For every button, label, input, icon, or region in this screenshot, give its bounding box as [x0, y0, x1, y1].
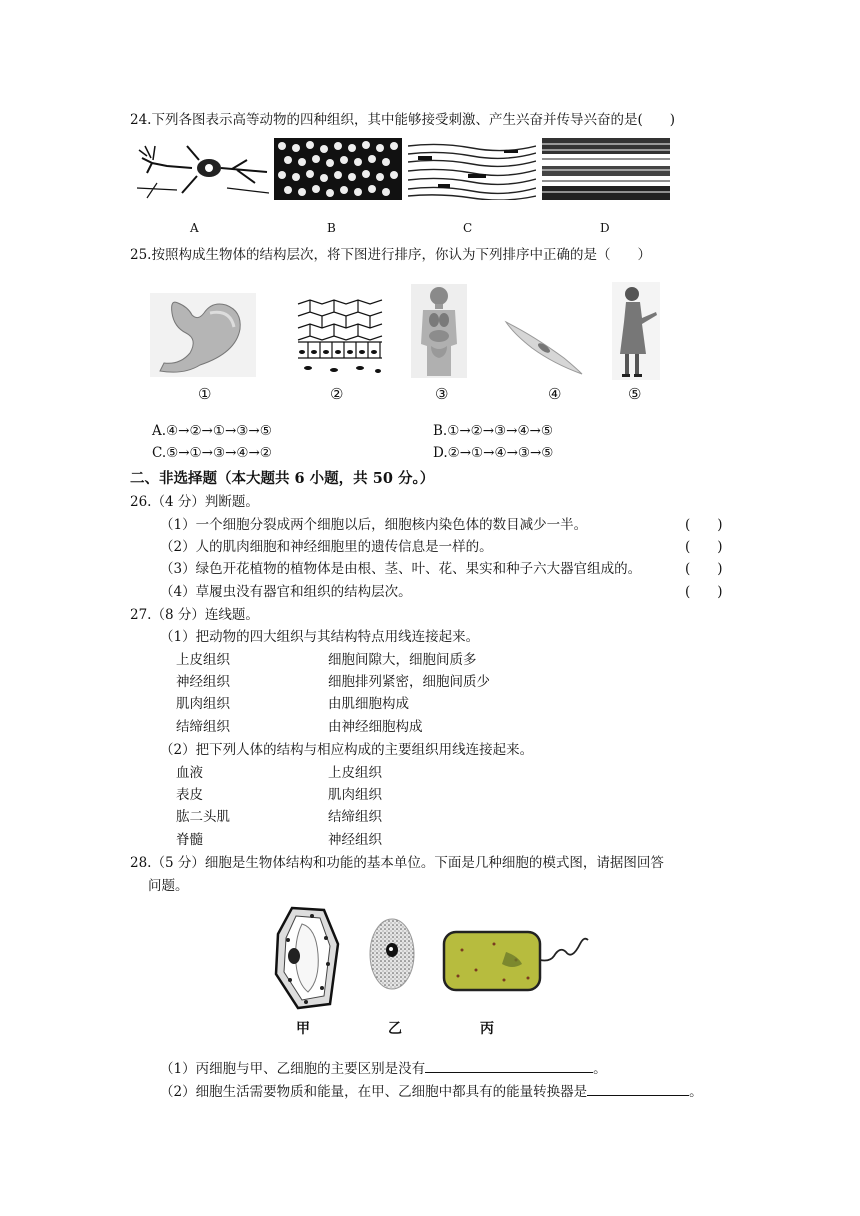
epithelial-tissue-image	[274, 138, 402, 200]
q27-right1-item: 由肌细胞构成	[328, 696, 409, 712]
q27-right2-item: 神经组织	[328, 832, 382, 848]
q28-sub-1-text: （1）丙细胞与甲、乙细胞的主要区别是没有	[160, 1061, 426, 1077]
q27-part-2: （2）把下列人体的结构与相应构成的主要组织用线连接起来。	[160, 742, 534, 758]
q26-item-4: （4）草履虫没有器官和组织的结构层次。	[160, 584, 412, 600]
cell-label-jia: 甲	[296, 1021, 310, 1037]
muscle-tissue-image	[542, 138, 670, 200]
q26-paren-2: ( )	[685, 539, 723, 555]
q24-label-d: D	[600, 221, 610, 235]
section-2-title: 二、非选择题（本大题共 6 小题，共 50 分。）	[130, 470, 435, 487]
q28-sub-2-period: 。	[689, 1084, 703, 1100]
q27-left1-item: 肌肉组织	[176, 696, 230, 712]
answer-blank-1[interactable]	[425, 1058, 593, 1073]
q24-label-a: A	[190, 221, 199, 235]
q27-part-1: （1）把动物的四大组织与其结构特点用线连接起来。	[160, 629, 480, 645]
bacterium-image	[442, 930, 592, 994]
tissue-cells-image	[294, 296, 386, 376]
cell-label-bing: 丙	[480, 1021, 494, 1037]
q28-stem: 28.（5 分）细胞是生物体结构和功能的基本单位。下面是几种细胞的模式图，请据图回答	[130, 855, 664, 871]
q27-right2-item: 结缔组织	[328, 809, 382, 825]
q27-right1-item: 细胞排列紧密，细胞间质少	[328, 674, 490, 690]
q26-paren-1: ( )	[685, 517, 723, 533]
q26-stem: 26.（4 分）判断题。	[130, 494, 259, 510]
q27-right1-item: 细胞间隙大，细胞间质多	[328, 652, 477, 668]
q25-fig-number-5: ⑤	[628, 385, 642, 403]
q26-paren-4: ( )	[685, 584, 723, 600]
q24-stem: 24.下列各图表示高等动物的四种组织，其中能够接受刺激、产生兴奋并传导兴奋的是( )	[130, 112, 676, 128]
q25-fig-number-1: ①	[198, 385, 212, 403]
q25-option-c: C.⑤→①→③→④→②	[152, 445, 272, 461]
q27-right2-item: 上皮组织	[328, 765, 382, 781]
nerve-tissue-image	[137, 138, 269, 200]
q25-option-b: B.①→②→③→④→⑤	[433, 423, 553, 439]
q27-left1-item: 结缔组织	[176, 719, 230, 735]
q26-paren-3: ( )	[685, 561, 723, 577]
cell-label-yi: 乙	[388, 1021, 402, 1037]
answer-blank-2[interactable]	[587, 1081, 689, 1096]
q25-fig-number-2: ②	[330, 385, 344, 403]
q28-sub-2-text: （2）细胞生活需要物质和能量，在甲、乙细胞中都具有的能量转换器是	[160, 1084, 588, 1100]
q25-fig-number-4: ④	[548, 385, 562, 403]
q28-stem-cont: 问题。	[148, 878, 189, 894]
muscle-cell-image	[504, 318, 584, 376]
q26-item-1: （1）一个细胞分裂成两个细胞以后，细胞核内染色体的数目减少一半。	[160, 517, 588, 533]
q28-sub-2	[160, 1080, 703, 1100]
q25-option-a: A.④→②→①→③→⑤	[152, 423, 272, 439]
plant-cell-image	[272, 904, 340, 1012]
q24-label-b: B	[327, 221, 336, 235]
q25-fig-number-3: ③	[435, 385, 449, 403]
q28-sub-1-period: 。	[593, 1061, 607, 1077]
connective-tissue-image	[408, 138, 536, 200]
q27-left1-item: 上皮组织	[176, 652, 230, 668]
q28-sub-1	[160, 1057, 607, 1077]
human-organs-image	[411, 284, 467, 378]
stomach-image	[150, 293, 256, 377]
q27-left2-item: 表皮	[176, 787, 203, 803]
q27-right1-item: 由神经细胞构成	[328, 719, 423, 735]
q24-label-c: C	[463, 221, 473, 235]
q27-left2-item: 血液	[176, 765, 203, 781]
q27-left2-item: 肱二头肌	[176, 809, 230, 825]
person-image	[612, 282, 660, 380]
q27-stem: 27.（8 分）连线题。	[130, 607, 259, 623]
q27-left2-item: 脊髓	[176, 832, 203, 848]
q26-item-3: （3）绿色开花植物的植物体是由根、茎、叶、花、果实和种子六大器官组成的。	[160, 561, 642, 577]
q27-right2-item: 肌肉组织	[328, 787, 382, 803]
animal-cell-image	[368, 916, 416, 992]
q26-item-2: （2）人的肌肉细胞和神经细胞里的遗传信息是一样的。	[160, 539, 493, 555]
q25-stem: 25.按照构成生物体的结构层次，将下图进行排序，你认为下列排序中正确的是（ ）	[130, 247, 651, 263]
q27-left1-item: 神经组织	[176, 674, 230, 690]
q25-option-d: D.②→①→④→③→⑤	[433, 445, 554, 461]
